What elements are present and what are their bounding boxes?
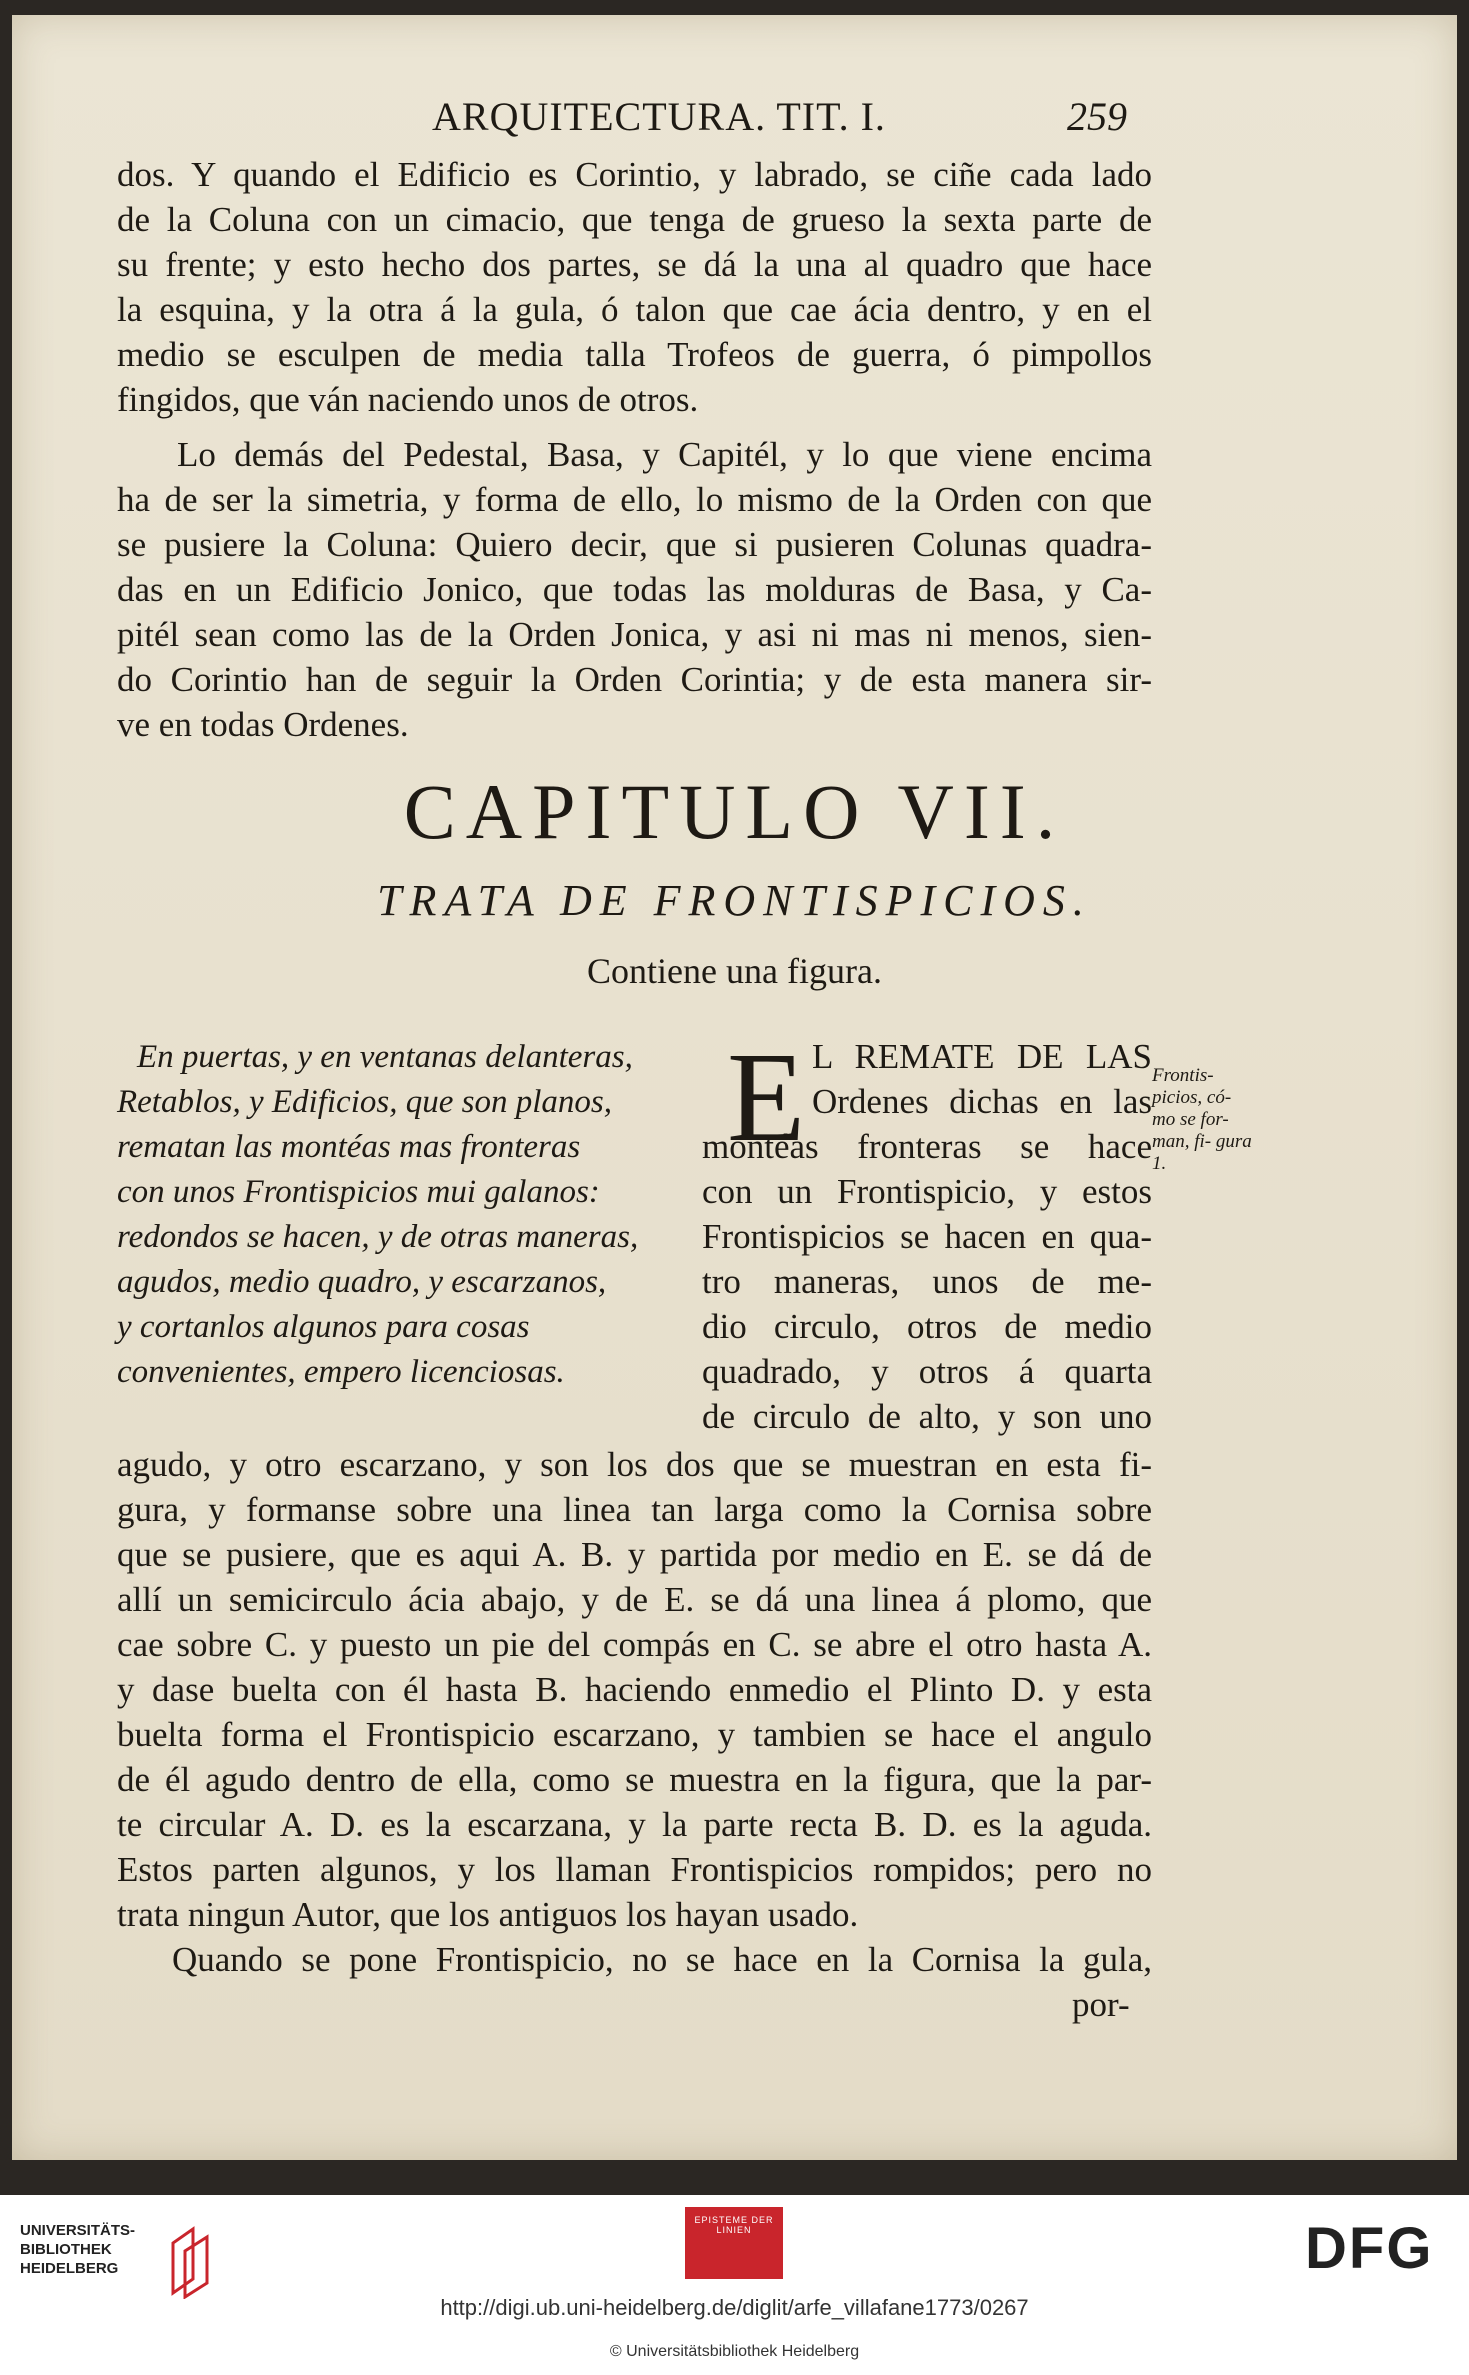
text-line: te circular A. D. es la escarzana, y la parte recta B. D. es la aguda.	[117, 1805, 1152, 1844]
text-line: Frontispicios se hacen en qua-	[702, 1217, 1152, 1256]
verse-line: y cortanlos algunos para cosas	[117, 1309, 530, 1345]
episteme-logo-text: EPISTEME DER LINIEN	[694, 2215, 774, 2235]
chapter-subtitle: TRATA DE FRONTISPICIOS.	[377, 876, 1092, 925]
text-line: la esquina, y la otra á la gula, ó talon que cae ácia dentro, y en el	[117, 290, 1152, 329]
margin-note: Frontis- picios, có- mo se for- man, fi- gura 1.	[1152, 1065, 1252, 1174]
verse-line: En puertas, y en ventanas delanteras,	[137, 1039, 633, 1075]
text-line: do Corintio han de seguir la Orden Corintia; y de esta manera sir-	[117, 660, 1152, 699]
text-line: buelta forma el Frontispicio escarzano, y tambien se hace el angulo	[117, 1715, 1152, 1754]
text-line: de él agudo dentro de ella, como se muestra en la figura, que la par-	[117, 1760, 1152, 1799]
text-line: Lo demás del Pedestal, Basa, y Capitél, y lo que viene encima	[177, 435, 1152, 474]
episteme-logo[interactable]	[685, 2207, 783, 2279]
text-line: allí un semicirculo ácia abajo, y de E. se dá una linea á plomo, que	[117, 1580, 1152, 1619]
chapter-contains: Contiene una figura.	[587, 951, 882, 991]
text-line: fingidos, que ván naciendo unos de otros.	[117, 380, 699, 419]
text-line: gura, y formanse sobre una linea tan larga como la Cornisa sobre	[117, 1490, 1152, 1529]
text-line: dos. Y quando el Edificio es Corintio, y labrado, se ciñe cada lado	[117, 155, 1152, 194]
text-line: que se pusiere, que es aqui A. B. y partida por medio en E. se dá de	[117, 1535, 1152, 1574]
verse-line: redondos se hacen, y de otras maneras,	[117, 1219, 639, 1255]
verse-line: agudos, medio quadro, y escarzanos,	[117, 1264, 607, 1300]
verse-line: con unos Frontispicios mui galanos:	[117, 1174, 600, 1210]
text-line: montéas fronteras se hace	[702, 1127, 1152, 1166]
text-line: ve en todas Ordenes.	[117, 705, 409, 744]
text-line: medio se esculpen de media talla Trofeos de guerra, ó pimpollos	[117, 335, 1152, 374]
text-line: se pusiere la Coluna: Quiero decir, que si pusieren Colunas quadra-	[117, 525, 1152, 564]
text-line: Quando se pone Frontispicio, no se hace en la Cornisa la gula,	[172, 1940, 1152, 1979]
page-number: 259	[1067, 94, 1127, 139]
text-line: de la Coluna con un cimacio, que tenga de grueso la sexta parte de	[117, 200, 1152, 239]
catchword: por-	[1072, 1985, 1130, 2024]
running-head: ARQUITECTURA. TIT. I.	[432, 94, 886, 139]
text-line: pitél sean como las de la Orden Jonica, y asi ni mas ni menos, sien-	[117, 615, 1152, 654]
text-line: ha de ser la simetria, y forma de ello, lo mismo de la Orden con que	[117, 480, 1152, 519]
text-line: tro maneras, unos de me-	[702, 1262, 1152, 1301]
verse-line: rematan las montéas mas fronteras	[117, 1129, 581, 1165]
book-page	[12, 15, 1457, 2160]
text-line: con un Frontispicio, y estos	[702, 1172, 1152, 1211]
drop-cap: E	[727, 1026, 806, 1168]
verse-line: convenientes, empero licenciosas.	[117, 1354, 565, 1390]
dfg-logo[interactable]: DFG	[1305, 2216, 1434, 2281]
footer	[0, 2195, 1469, 2375]
text-line: quadrado, y otros á quarta	[702, 1352, 1152, 1391]
copyright-notice: © Universitätsbibliothek Heidelberg	[609, 2343, 860, 2360]
text-line: trata ningun Autor, que los antiguos los hayan usado.	[117, 1895, 859, 1934]
text-line: agudo, y otro escarzano, y son los dos que se muestran en esta fi-	[117, 1445, 1152, 1484]
text-line: L REMATE DE LAS	[812, 1037, 1152, 1076]
chapter-title: CAPITULO VII.	[403, 768, 1066, 855]
text-line: su frente; y esto hecho dos partes, se dá la una al quadro que hace	[117, 245, 1152, 284]
text-line: y dase buelta con él hasta B. haciendo enmedio el Plinto D. y esta	[117, 1670, 1152, 1709]
verse-line: Retablos, y Edificios, que son planos,	[117, 1084, 612, 1120]
library-logo-icon	[165, 2223, 217, 2299]
library-name: UNIVERSITÄTS- BIBLIOTHEK HEIDELBERG	[20, 2222, 136, 2277]
text-line: cae sobre C. y puesto un pie del compás en C. se abre el otro hasta A.	[117, 1625, 1152, 1664]
text-line: dio circulo, otros de medio	[702, 1307, 1152, 1346]
text-line: de circulo de alto, y son uno	[702, 1397, 1152, 1436]
text-line: das en un Edificio Jonico, que todas las molduras de Basa, y Ca-	[117, 570, 1152, 609]
text-line: Ordenes dichas en las	[812, 1082, 1152, 1121]
university-library-logo[interactable]	[20, 2215, 210, 2305]
permalink-url[interactable]: http://digi.ub.uni-heidelberg.de/diglit/arfe_villafane1773/0267	[440, 2295, 1029, 2320]
text-line: Estos parten algunos, y los llaman Frontispicios rompidos; pero no	[117, 1850, 1152, 1889]
